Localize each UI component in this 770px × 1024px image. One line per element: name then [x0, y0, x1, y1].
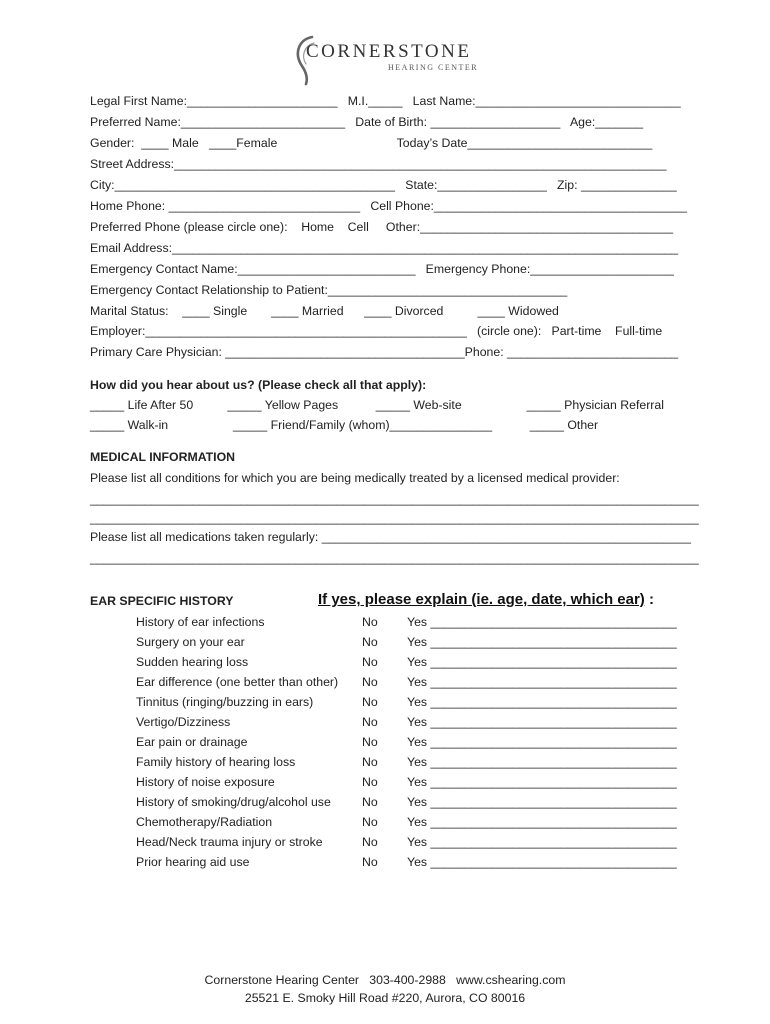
employer-line[interactable]: Employer:_______________________________________________ (circle one): Part-time Full-time — [90, 324, 663, 338]
ear-history-item: Vertigo/Dizziness — [136, 715, 231, 729]
ear-history-yes-explain[interactable]: Yes ____________________________________ — [407, 715, 677, 729]
preferred-phone-line[interactable]: Preferred Phone (please circle one): Home Cell Other:_____________________________________ — [90, 220, 674, 234]
phone-line[interactable]: Home Phone: ____________________________ Cell Phone:_____________________________________ — [90, 199, 687, 213]
logo-name: CORNERSTONE — [306, 41, 472, 62]
ear-history-no-option[interactable]: No — [362, 655, 378, 669]
ear-history-yes-explain[interactable]: Yes ____________________________________ — [407, 835, 677, 849]
ear-history-yes-explain[interactable]: Yes ____________________________________ — [407, 615, 677, 629]
medications-blank-line[interactable]: _________________________________________________________________________________________ — [90, 551, 699, 565]
preferred-name-line[interactable]: Preferred Name:________________________ Date of Birth: ___________________ Age:_______ — [90, 115, 644, 129]
ear-history-yes-explain[interactable]: Yes ____________________________________ — [407, 635, 677, 649]
ear-history-no-option[interactable]: No — [362, 855, 378, 869]
ear-history-yes-explain[interactable]: Yes ____________________________________ — [407, 815, 677, 829]
ear-history-no-option[interactable]: No — [362, 715, 378, 729]
footer-contact: Cornerstone Hearing Center 303-400-2988 www.cshearing.com — [204, 973, 566, 987]
ear-history-item: Head/Neck trauma injury or stroke — [136, 835, 323, 849]
street-address-line[interactable]: Street Address:________________________________________________________________________ — [90, 157, 667, 171]
ear-history-no-option[interactable]: No — [362, 815, 378, 829]
medical-info-heading: MEDICAL INFORMATION — [90, 450, 236, 464]
ear-history-item: Sudden hearing loss — [136, 655, 249, 669]
ear-history-yes-explain[interactable]: Yes ____________________________________ — [407, 735, 677, 749]
emergency-contact-line[interactable]: Emergency Contact Name:__________________________ Emergency Phone:_____________________ — [90, 262, 674, 276]
explain-heading — [318, 591, 654, 609]
ear-history-item: History of smoking/drug/alcohol use — [136, 795, 331, 809]
ear-history-item: History of noise exposure — [136, 775, 275, 789]
ear-history-item: Prior hearing aid use — [136, 855, 250, 869]
ear-history-yes-explain[interactable]: Yes ____________________________________ — [407, 855, 677, 869]
hear-about-row-2[interactable]: _____ Walk-in _____ Friend/Family (whom)_______________ _____ Other — [90, 418, 599, 432]
ear-history-no-option[interactable]: No — [362, 795, 378, 809]
ear-history-yes-explain[interactable]: Yes ____________________________________ — [407, 655, 677, 669]
emergency-relationship-line[interactable]: Emergency Contact Relationship to Patient:___________________________________ — [90, 283, 568, 297]
conditions-blank-line-1[interactable]: _________________________________________________________________________________________ — [90, 492, 699, 506]
ear-history-no-option[interactable]: No — [362, 675, 378, 689]
hear-about-question: How did you hear about us? (Please check all that apply): — [90, 378, 427, 392]
ear-history-item: Ear difference (one better than other) — [136, 675, 339, 689]
email-line[interactable]: Email Address:__________________________________________________________________________ — [90, 241, 679, 255]
name-line[interactable]: Legal First Name:______________________ M.I._____ Last Name:______________________________ — [90, 94, 681, 108]
ear-history-yes-explain[interactable]: Yes ____________________________________ — [407, 675, 677, 689]
ear-history-no-option[interactable]: No — [362, 775, 378, 789]
ear-history-no-option[interactable]: No — [362, 615, 378, 629]
gender-line[interactable]: Gender: ____ Male ____Female Today’s Date___________________________ — [90, 136, 653, 150]
cornerstone-logo — [292, 34, 482, 84]
hear-about-row-1[interactable]: _____ Life After 50 _____ Yellow Pages _____ Web-site _____ Physician Referral — [90, 398, 664, 412]
marital-status-line[interactable]: Marital Status: ____ Single ____ Married ____ Divorced ____ Widowed — [90, 304, 559, 318]
conditions-prompt: Please list all conditions for which you are being medically treated by a licensed medical provider: — [90, 471, 620, 485]
explain-heading-text: If yes, please explain (ie. age, date, which ear) — [318, 591, 645, 608]
ear-history-no-option[interactable]: No — [362, 835, 378, 849]
ear-history-yes-explain[interactable]: Yes ____________________________________ — [407, 775, 677, 789]
ear-history-no-option[interactable]: No — [362, 695, 378, 709]
conditions-blank-line-2[interactable]: _________________________________________________________________________________________ — [90, 511, 699, 525]
ear-history-item: Ear pain or drainage — [136, 735, 248, 749]
logo-subtitle: HEARING CENTER — [388, 63, 479, 72]
ear-history-item: Tinnitus (ringing/buzzing in ears) — [136, 695, 314, 709]
ear-history-item: History of ear infections — [136, 615, 265, 629]
explain-heading-suffix: : — [644, 591, 654, 608]
physician-line[interactable]: Primary Care Physician: ___________________________________Phone: _________________________ — [90, 345, 679, 359]
ear-history-heading: EAR SPECIFIC HISTORY — [90, 594, 234, 608]
ear-history-item: Surgery on your ear — [136, 635, 245, 649]
ear-history-item: Chemotherapy/Radiation — [136, 815, 273, 829]
ear-history-yes-explain[interactable]: Yes ____________________________________ — [407, 755, 677, 769]
medications-prompt[interactable]: Please list all medications taken regularly: ______________________________________________________ — [90, 530, 692, 544]
ear-history-no-option[interactable]: No — [362, 735, 378, 749]
ear-history-yes-explain[interactable]: Yes ____________________________________ — [407, 695, 677, 709]
city-state-zip-line[interactable]: City:_________________________________________ State:________________ Zip: ______________ — [90, 178, 677, 192]
ear-history-no-option[interactable]: No — [362, 755, 378, 769]
footer-address: 25521 E. Smoky Hill Road #220, Aurora, CO 80016 — [244, 991, 526, 1005]
ear-history-no-option[interactable]: No — [362, 635, 378, 649]
ear-history-item: Family history of hearing loss — [136, 755, 296, 769]
ear-history-yes-explain[interactable]: Yes ____________________________________ — [407, 795, 677, 809]
